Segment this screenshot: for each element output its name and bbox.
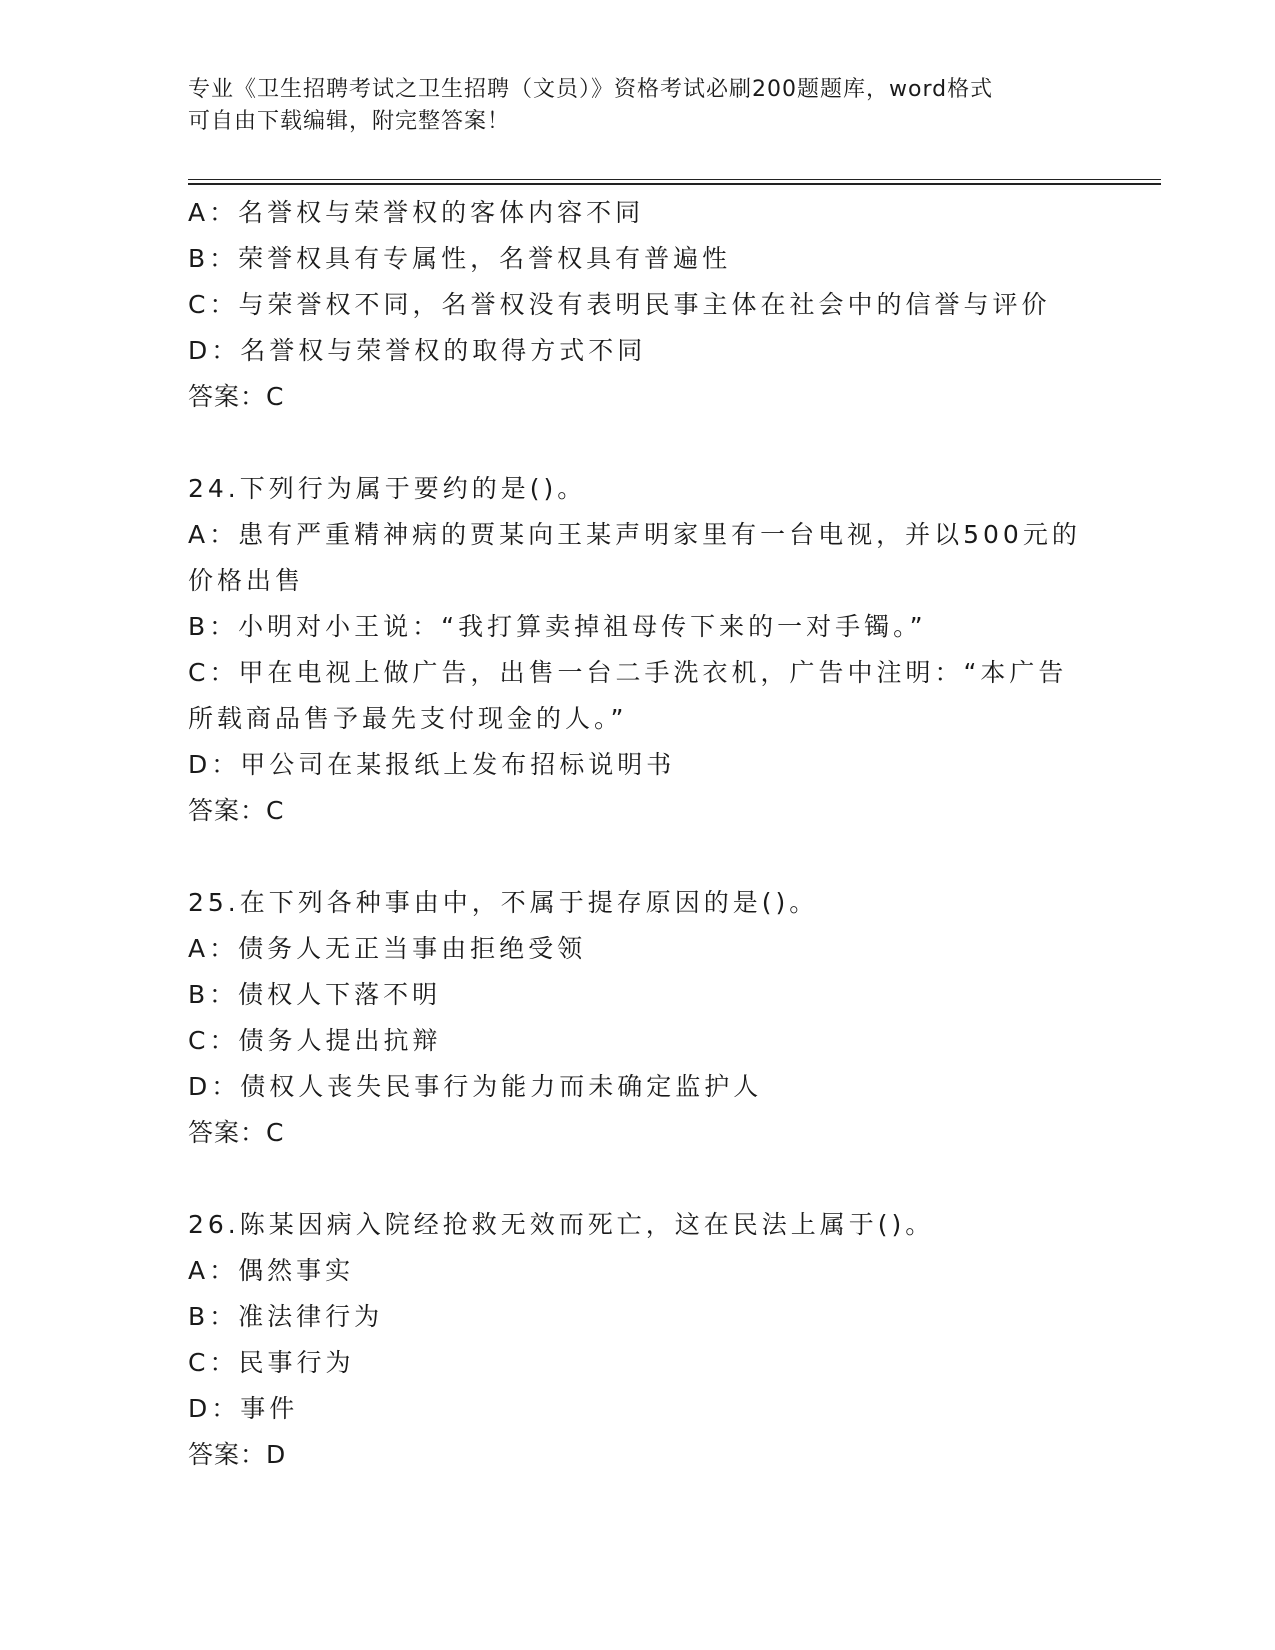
question-text: 26.陈某因病入院经抢救无效而死亡，这在民法上属于()。 xyxy=(188,1210,935,1239)
answer-line: 答案：C xyxy=(188,1118,285,1147)
option-b: B：荣誉权具有专属性，名誉权具有普遍性 xyxy=(188,244,732,273)
option-a: A：偶然事实 xyxy=(188,1256,355,1285)
option-b: B：小明对小王说：“我打算卖掉祖母传下来的一对手镯。” xyxy=(188,612,927,641)
question-block-23 xyxy=(188,190,1088,420)
option-d: D：甲公司在某报纸上发布招标说明书 xyxy=(188,750,676,779)
option-c: C：与荣誉权不同，名誉权没有表明民事主体在社会中的信誉与评价 xyxy=(188,290,1051,319)
option-c: C：民事行为 xyxy=(188,1348,355,1377)
option-d: D：名誉权与荣誉权的取得方式不同 xyxy=(188,336,647,365)
question-block-25 xyxy=(188,880,1088,1156)
header-line-2: 可自由下载编辑，附完整答案！ xyxy=(188,109,511,134)
document-header xyxy=(188,74,1088,138)
option-a: A：名誉权与荣誉权的客体内容不同 xyxy=(188,198,645,227)
option-b: B：债权人下落不明 xyxy=(188,980,442,1009)
answer-line: 答案：C xyxy=(188,382,285,411)
question-text: 25.在下列各种事由中，不属于提存原因的是()。 xyxy=(188,888,819,917)
option-d: D：债权人丧失民事行为能力而未确定监护人 xyxy=(188,1072,763,1101)
header-divider-thick xyxy=(188,183,1161,185)
option-c: C：债务人提出抗辩 xyxy=(188,1026,442,1055)
question-text: 24.下列行为属于要约的是()。 xyxy=(188,474,587,503)
spacer xyxy=(188,1156,1088,1202)
question-block-26 xyxy=(188,1202,1088,1478)
option-b: B：准法律行为 xyxy=(188,1302,384,1331)
option-c: C：甲在电视上做广告，出售一台二手洗衣机，广告中注明：“本广告 xyxy=(188,658,1068,687)
answer-line: 答案：D xyxy=(188,1440,287,1469)
question-list xyxy=(188,190,1088,1478)
option-a-continued: 价格出售 xyxy=(188,566,305,595)
header-line-1: 专业《卫生招聘考试之卫生招聘（文员）》资格考试必刷200题题库，word格式 xyxy=(188,77,994,102)
option-a: A：债务人无正当事由拒绝受领 xyxy=(188,934,587,963)
option-c-continued: 所载商品售予最先支付现金的人。” xyxy=(188,704,628,733)
question-block-24 xyxy=(188,466,1088,834)
option-a: A：患有严重精神病的贾某向王某声明家里有一台电视，并以500元的 xyxy=(188,520,1081,549)
spacer xyxy=(188,420,1088,466)
answer-line: 答案：C xyxy=(188,796,285,825)
option-d: D：事件 xyxy=(188,1394,299,1423)
header-divider-thin xyxy=(188,179,1161,180)
spacer xyxy=(188,834,1088,880)
